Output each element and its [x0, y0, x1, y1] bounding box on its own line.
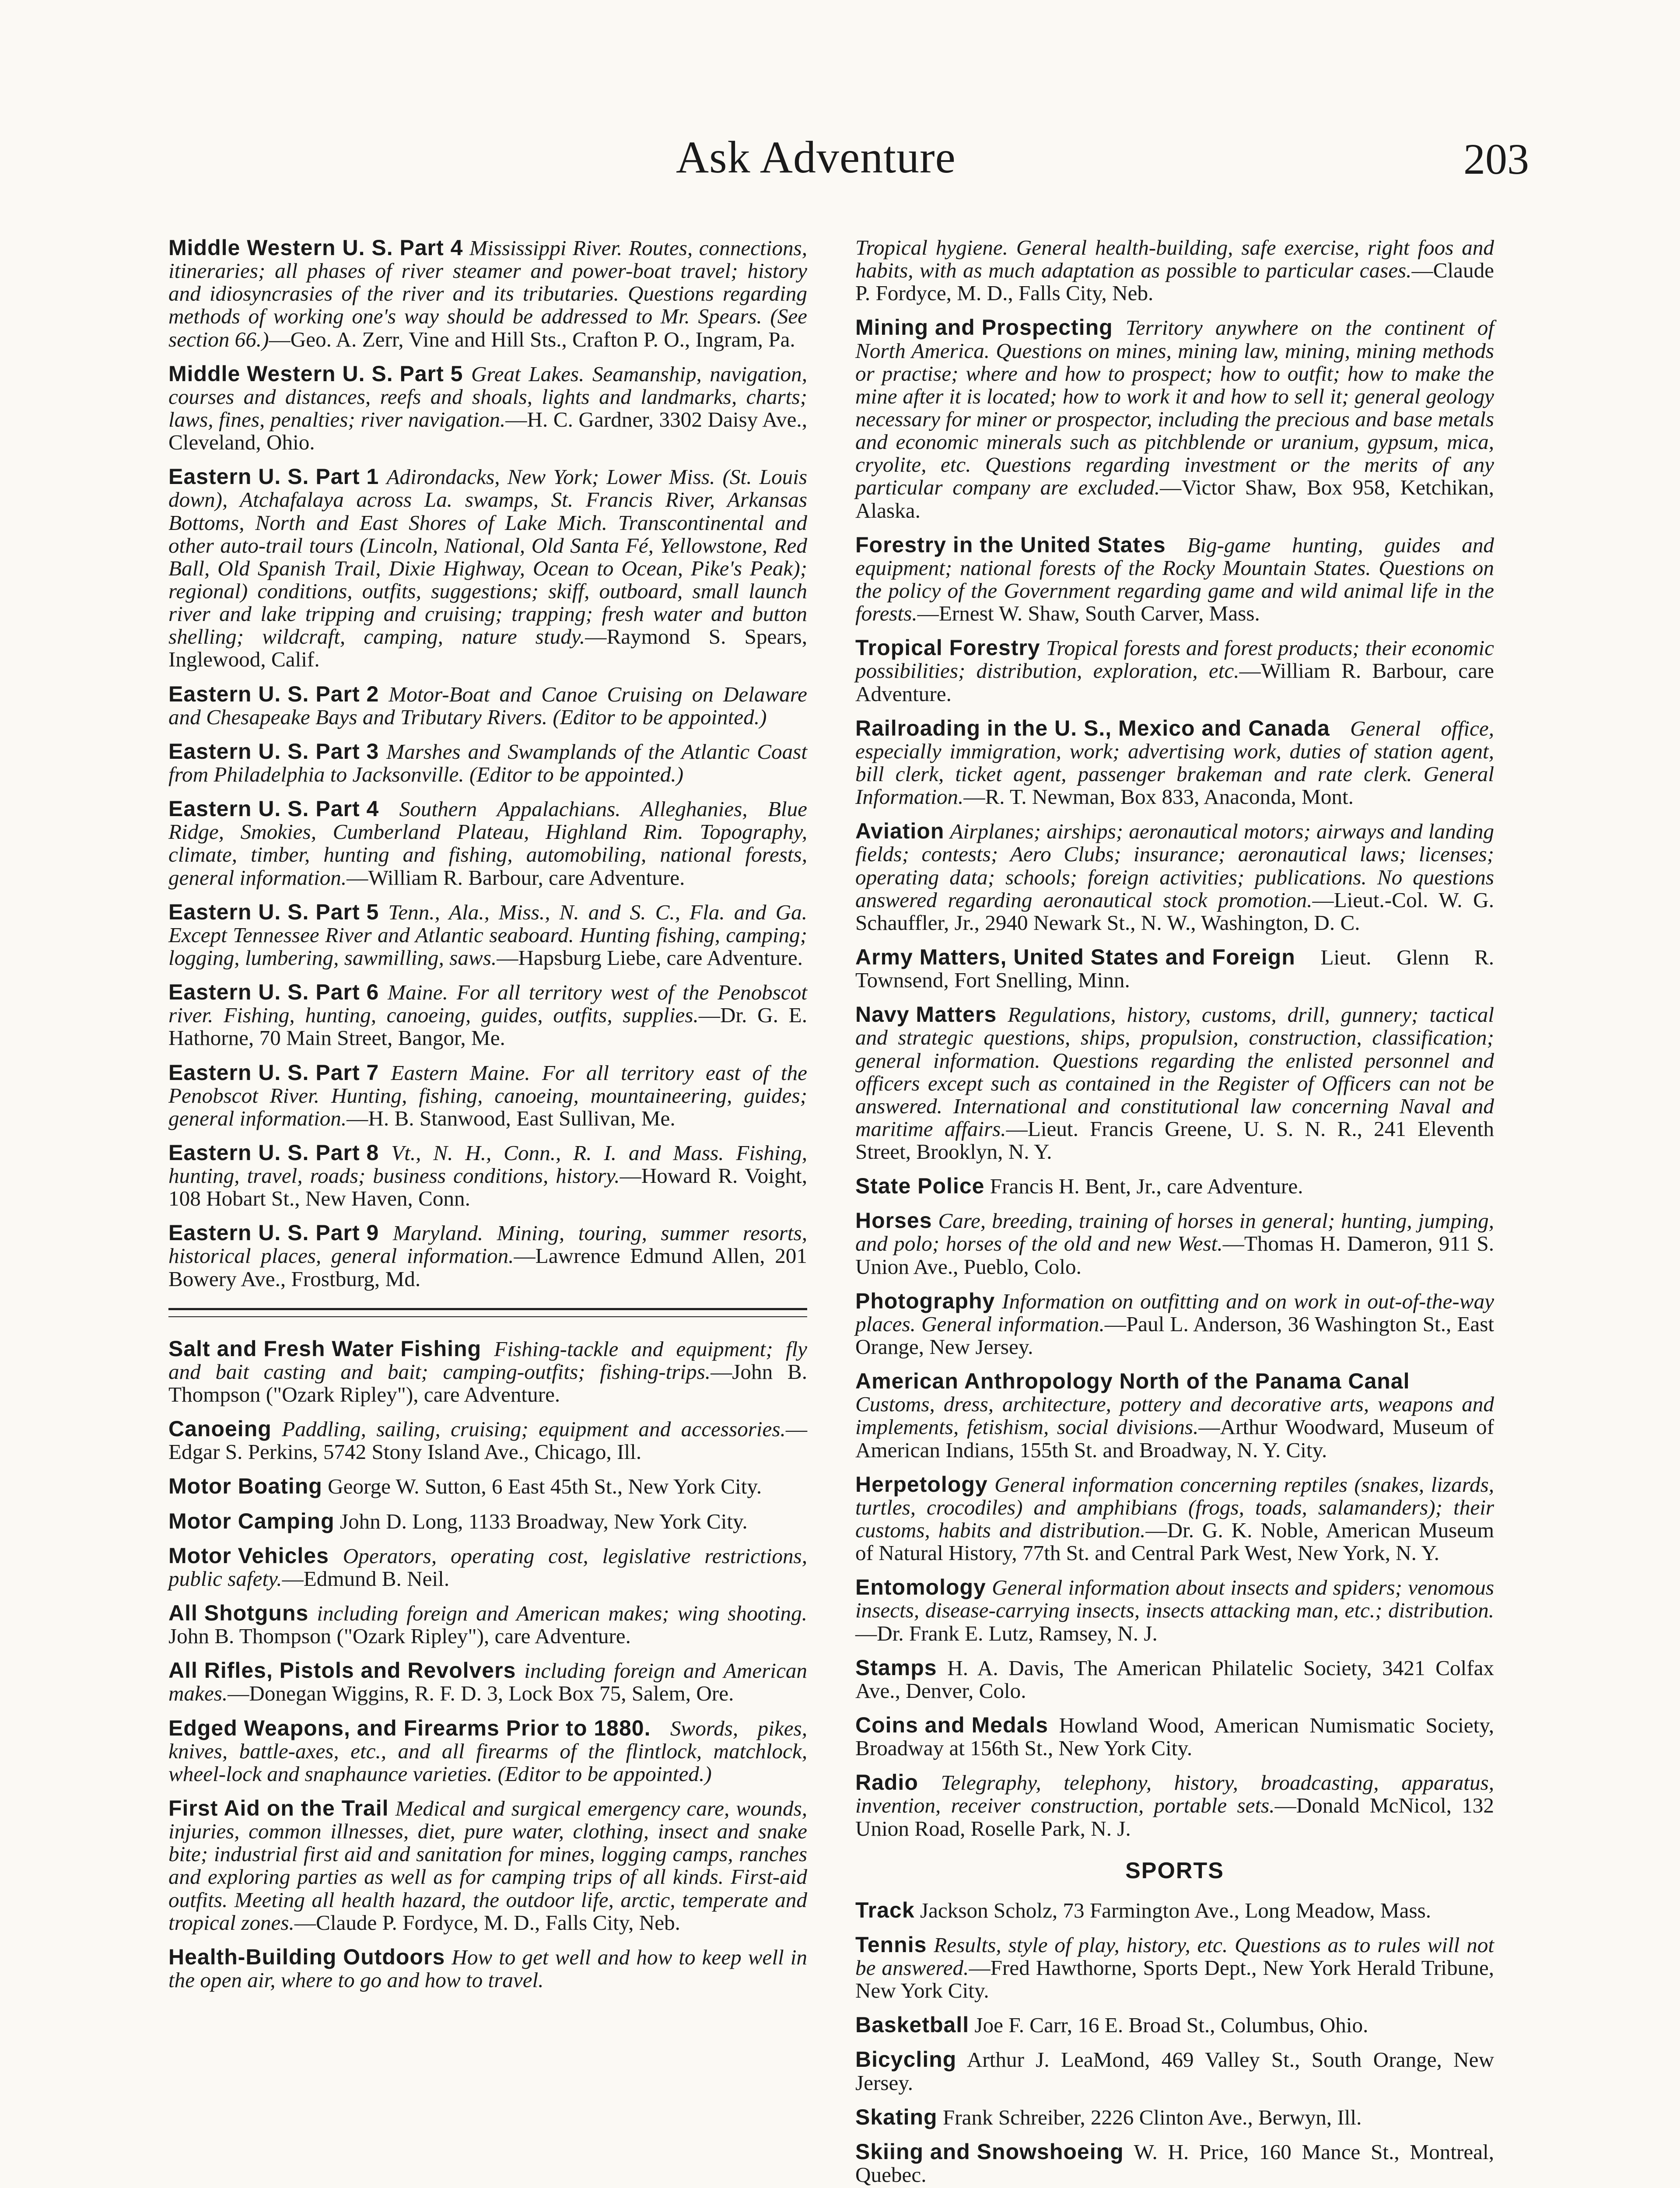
entry-heading: American Anthropology North of the Panama Canal — [855, 1369, 1410, 1394]
entry-description: Southern Appalachians. Alleghanies, Blue Ridge, Smokies, Cumberland Plateau, Highland Rim. Topography, climate, timber, hunting and fishing, automobiling, national forests, general information. — [168, 797, 808, 890]
entry-description: Medical and surgical emergency care, wounds, injuries, common illnesses, diet, pure water, clothing, insect and snake bite; industrial first aid and sanitation for mines, logging camps, ranches and exploring parties as well as for camping trips of all kinds. First-aid outfits. Meeting all health hazard, the outdoor life, arctic, temperate and tropical zones. — [168, 1796, 808, 1935]
entry-heading: Edged Weapons, and Firearms Prior to 1880. — [168, 1715, 651, 1740]
entry-contact: —Dr. G. E. Hathorne, 70 Main Street, Bangor, Me. — [168, 1003, 807, 1050]
directory-entry — [855, 1473, 1494, 1565]
entry-contact: —Thomas H. Dameron, 911 S. Union Ave., Pueblo, Colo. — [855, 1231, 1494, 1279]
directory-entry — [855, 2106, 1494, 2129]
left-column-upper-entries — [168, 236, 807, 1290]
directory-entry — [855, 2048, 1494, 2094]
entry-description: Eastern Maine. For all territory east of the Penobscot River. Hunting, fishing, canoeing, mountaineering, guides; general information. — [168, 1060, 807, 1130]
entry-heading: Motor Boating — [168, 1474, 322, 1499]
entry-contact: —John B. Thompson ("Ozark Ripley"), care Adventure. — [168, 1359, 807, 1407]
directory-entry — [168, 797, 807, 889]
directory-entry — [855, 636, 1494, 705]
entry-contact: —Geo. A. Zerr, Vine and Hill Sts., Crafton P. O., Ingram, Pa. — [269, 327, 795, 351]
entry-description: Maine. For all territory west of the Penobscot river. Fishing, hunting, canoeing, guides, outfits, supplies. — [168, 980, 807, 1027]
directory-entry — [855, 1933, 1494, 2002]
entry-heading: Railroading in the U. S., Mexico and Canada — [855, 715, 1330, 740]
entry-contact: —R. T. Newman, Box 833, Anaconda, Mont. — [963, 785, 1354, 809]
entry-description: including foreign and American makes; wing shooting. — [317, 1601, 808, 1626]
entry-heading: Eastern U. S. Part 9 — [168, 1220, 379, 1245]
entry-contact: —Claude P. Fordyce, M. D., Falls City, Neb. — [855, 258, 1494, 305]
entry-contact: —Arthur Woodward, Museum of American Indians, 155th St. and Broadway, N. Y. City. — [855, 1415, 1494, 1462]
directory-entry — [168, 1510, 807, 1533]
entry-description: General information concerning reptiles (snakes, lizards, turtles, crocodiles) and amphibians (frogs, toads, salamanders); their customs, habits and distribution. — [855, 1472, 1494, 1543]
entry-heading: Forestry in the United States — [855, 532, 1166, 557]
entry-contact: John B. Thompson ("Ozark Ripley"), care Adventure. — [168, 1624, 631, 1648]
entry-heading: All Rifles, Pistols and Revolvers — [168, 1658, 516, 1683]
entry-contact: —Claude P. Fordyce, M. D., Falls City, Neb. — [294, 1910, 680, 1935]
entry-contact: —Edgar S. Perkins, 5742 Stony Island Ave., Chicago, Ill. — [168, 1417, 808, 1464]
entry-contact: Lieut. Glenn R. Townsend, Fort Snelling, Minn. — [855, 945, 1494, 992]
directory-entry — [168, 901, 807, 969]
entry-contact: —H. B. Stanwood, East Sullivan, Me. — [346, 1106, 676, 1130]
entry-heading: Eastern U. S. Part 3 — [168, 739, 379, 764]
entry-contact: —Dr. Frank E. Lutz, Ramsey, N. J. — [855, 1621, 1158, 1645]
entry-description: Adirondacks, New York; Lower Miss. (St. Louis down), Atchafalaya across La. swamps, St. Francis River, Arkansas Bottoms, North and East Shores of Lake Mich. Transcontinental and other auto-trail tours (Lincoln, National, Old Santa Fé, Yellowstone, Red Ball, Old Spanish Trail, Dixie Highway, Ocean to Ocean, Pike's Peak); regional) conditions, outfits, suggestions; skiff, outboard, small launch river and lake tripping and cruising; trapping; fresh water and button shelling; wildcraft, camping, nature study. — [168, 465, 808, 649]
entry-heading: Entomology — [855, 1575, 986, 1600]
directory-entry — [855, 1899, 1494, 1922]
entry-heading: Navy Matters — [855, 1002, 997, 1027]
left-column — [168, 236, 807, 2003]
directory-entry — [855, 533, 1494, 625]
entry-description: Vt., N. H., Conn., R. I. and Mass. Fishing, hunting, travel, roads; business conditions, history. — [168, 1140, 807, 1188]
entry-description: Regulations, history, customs, drill, gunnery; tactical and strategic questions, ships, propulsion, construction, classification; general information. Questions regarding the enlisted personnel and officers except such as contained in the Register of Officers can not be answered. International and constitutional law concerning Naval and maritime affairs. — [855, 1003, 1494, 1141]
entry-contact: —Lieut.-Col. W. G. Schauffler, Jr., 2940 Newark St., N. W., Washington, D. C. — [855, 887, 1494, 935]
entry-contact: —Paul L. Anderson, 36 Washington St., East Orange, New Jersey. — [855, 1311, 1494, 1359]
directory-entry — [168, 1475, 807, 1498]
directory-entry — [855, 316, 1494, 522]
entry-description: Territory anywhere on the continent of North America. Questions on mines, mining law, mining, mining methods or practise; where and how to prospect; how to outfit; how to make the mine after it is located; how to work it and how to sell it; general geology necessary for miner or prospector, including the precious and base metals and economic minerals such as pitchblende or uranium, gypsum, mica, cryolite, etc. Questions regarding investment or the merits of any particular company are excluded. — [855, 316, 1494, 500]
entry-heading: Eastern U. S. Part 6 — [168, 980, 379, 1005]
page-title: Ask Adventure — [676, 132, 956, 182]
entry-description: Swords, pikes, knives, battle-axes, etc., and all firearms of the flintlock, matchlock, wheel-lock and snaphaunce varieties. (Editor to be appointed.) — [168, 1716, 807, 1786]
entry-contact: —Lieut. Francis Greene, U. S. N. R., 241 Eleventh Street, Brooklyn, N. Y. — [855, 1116, 1494, 1164]
page-header — [0, 131, 1680, 201]
entry-heading: Tropical Forestry — [855, 635, 1040, 660]
right-column — [855, 236, 1494, 2188]
directory-entry — [855, 820, 1494, 934]
entry-contact: —Lawrence Edmund Allen, 201 Bowery Ave., Frostburg, Md. — [168, 1244, 807, 1291]
entry-heading: Salt and Fresh Water Fishing — [168, 1336, 482, 1361]
directory-entry — [855, 946, 1494, 992]
entry-description: Customs, dress, architecture, pottery and decorative arts, weapons and implements, fetishism, social divisions. — [855, 1392, 1494, 1439]
entry-description: Motor-Boat and Canoe Cruising on Delaware and Chesapeake Bays and Tributary Rivers. (Editor to be appointed.) — [168, 682, 807, 729]
entry-description: How to get well and how to keep well in the open air, where to go and how to travel. — [168, 1945, 807, 1992]
entry-heading: Middle Western U. S. Part 5 — [168, 361, 463, 386]
entry-contact: —Victor Shaw, Box 958, Ketchikan, Alaska. — [855, 475, 1494, 522]
entry-description: Great Lakes. Seamanship, navigation, courses and distances, reefs and shoals, lights and landmarks, charts; laws, fines, penalties; river navigation. — [168, 361, 807, 431]
entry-heading: Eastern U. S. Part 2 — [168, 681, 379, 706]
entry-contact: —Donegan Wiggins, R. F. D. 3, Lock Box 75, Salem, Ore. — [228, 1681, 734, 1706]
entry-heading: Health-Building Outdoors — [168, 1944, 445, 1969]
directory-entry — [168, 236, 807, 351]
entry-description: Operators, operating cost, legislative restrictions, public safety. — [168, 1543, 807, 1591]
directory-entry — [855, 1290, 1494, 1358]
entry-contact: —Fred Hawthorne, Sports Dept., New York Herald Tribune, New York City. — [855, 1956, 1494, 2003]
entry-description: General office, especially immigration, work; advertising work, duties of station agent, bill clerk, ticket agent, passenger brakeman and rate clerk. General Information. — [855, 716, 1494, 809]
directory-entry — [855, 1370, 1494, 1462]
directory-entry — [168, 1337, 807, 1406]
directory-entry — [855, 1003, 1494, 1163]
directory-entry — [855, 1175, 1494, 1198]
directory-entry — [168, 1602, 807, 1648]
entry-heading: Eastern U. S. Part 1 — [168, 464, 379, 489]
entry-description: Paddling, sailing, cruising; equipment and accessories. — [282, 1417, 786, 1441]
entry-heading: Army Matters, United States and Foreign — [855, 944, 1295, 969]
entry-contact: H. A. Davis, The American Philatelic Society, 3421 Colfax Ave., Denver, Colo. — [855, 1655, 1494, 1703]
directory-entry — [855, 236, 1494, 305]
directory-entry — [168, 1417, 807, 1463]
left-column-lower-entries — [168, 1337, 807, 1992]
entry-description: Mississippi River. Routes, connections, itineraries; all phases of river steamer and power-boat travel; history and idiosyncrasies of the river and its tributaries. Questions regarding methods of working one's way should be addressed to Mr. Spears. (See section 66.) — [168, 236, 807, 351]
entry-contact: —Ernest W. Shaw, South Carver, Mass. — [917, 601, 1260, 626]
entry-description: Tropical forests and forest products; their economic possibilities; distribution, exploration, etc. — [855, 636, 1494, 683]
directory-entry — [855, 1656, 1494, 1702]
sports-heading: SPORTS — [1125, 1858, 1224, 1883]
entry-description: Results, style of play, history, etc. Questions as to rules will not be answered. — [855, 1932, 1494, 1980]
entry-contact: Francis H. Bent, Jr., care Adventure. — [990, 1174, 1303, 1199]
entry-contact: Joe F. Carr, 16 E. Broad St., Columbus, Ohio. — [974, 2013, 1368, 2037]
entry-description: Maryland. Mining, touring, summer resorts, historical places, general information. — [168, 1221, 808, 1268]
sports-entries — [855, 1899, 1494, 2186]
directory-entry — [855, 1576, 1494, 1645]
entry-heading: Coins and Medals — [855, 1713, 1049, 1738]
entry-contact: Frank Schreiber, 2226 Clinton Ave., Berwyn, Ill. — [942, 2105, 1362, 2129]
entry-heading: Radio — [855, 1770, 918, 1795]
entry-description: General information about insects and spiders; venomous insects, disease-carrying insects, insects attacking man, etc.; distribution. — [855, 1575, 1494, 1623]
entry-heading: Bicycling — [855, 2047, 957, 2072]
entry-heading: Motor Vehicles — [168, 1543, 329, 1568]
entry-heading: Skating — [855, 2104, 938, 2129]
directory-entry — [168, 740, 807, 786]
directory-entry — [168, 465, 807, 671]
directory-entry — [168, 683, 807, 729]
entry-description: Marshes and Swamplands of the Atlantic Coast from Philadelphia to Jacksonville. (Editor to be appointed.) — [168, 739, 807, 786]
entry-heading: Eastern U. S. Part 7 — [168, 1060, 379, 1085]
entry-description: Information on outfitting and on work in out-of-the-way places. General information. — [855, 1289, 1494, 1336]
directory-entry — [168, 1061, 807, 1130]
entry-heading: Middle Western U. S. Part 4 — [168, 235, 463, 260]
entry-heading: Tennis — [855, 1932, 927, 1957]
entry-heading: State Police — [855, 1174, 985, 1199]
entry-contact: —Howard R. Voight, 108 Hobart St., New Haven, Conn. — [168, 1164, 807, 1211]
entry-heading: Canoeing — [168, 1417, 272, 1441]
entry-description: Care, breeding, training of horses in general; hunting, jumping, and polo; horses of the old and new West. — [855, 1209, 1494, 1256]
directory-entry — [168, 1544, 807, 1590]
directory-entry — [168, 1946, 807, 1992]
directory-entry — [168, 1141, 807, 1210]
entry-contact: —H. C. Gardner, 3302 Daisy Ave., Cleveland, Ohio. — [168, 407, 808, 455]
entry-heading: Horses — [855, 1208, 932, 1233]
entry-heading: Photography — [855, 1288, 995, 1313]
directory-entry — [855, 2013, 1494, 2037]
entry-description: Tenn., Ala., Miss., N. and S. C., Fla. and Ga. Except Tennessee River and Atlantic seaboard. Hunting fishing, camping; logging, lumbering, sawmilling, saws. — [168, 900, 808, 970]
entry-contact: Howland Wood, American Numismatic Society, Broadway at 156th St., New York City. — [855, 1713, 1494, 1760]
page-number: 203 — [1463, 135, 1529, 183]
entry-heading: Eastern U. S. Part 8 — [168, 1140, 379, 1165]
entry-description: including foreign and American makes. — [168, 1659, 807, 1706]
entry-contact: John D. Long, 1133 Broadway, New York City. — [340, 1509, 748, 1533]
entry-heading: Aviation — [855, 819, 945, 844]
directory-entry — [855, 1714, 1494, 1760]
entry-heading: All Shotguns — [168, 1601, 309, 1626]
directory-entry — [855, 1209, 1494, 1278]
entry-contact: —Hapsburg Liebe, care Adventure. — [497, 945, 803, 970]
directory-entry — [168, 362, 807, 454]
entry-heading: Herpetology — [855, 1472, 988, 1497]
entry-contact: George W. Sutton, 6 East 45th St., New York City. — [328, 1474, 762, 1499]
entry-contact: Arthur J. LeaMond, 469 Valley St., South Orange, New Jersey. — [855, 2048, 1494, 2095]
section-divider — [168, 1308, 807, 1317]
directory-entry — [168, 1717, 807, 1785]
directory-entry — [855, 1771, 1494, 1840]
directory-entry — [168, 1659, 807, 1705]
entry-heading: Eastern U. S. Part 4 — [168, 796, 379, 821]
entry-description: Airplanes; airships; aeronautical motors; airways and landing fields; contests; Aero Clubs; insurance; aeronautical laws; licenses; operating data; schools; foreign activities; publications. No questions answered regarding aeronautical stock promotion. — [855, 819, 1494, 912]
entry-heading: Mining and Prospecting — [855, 315, 1113, 340]
entry-contact: —Edmund B. Neil. — [282, 1566, 450, 1591]
entry-description: Telegraphy, telephony, history, broadcasting, apparatus, invention, receiver construction, portable sets. — [855, 1771, 1494, 1818]
entry-description: Tropical hygiene. General health-building, safe exercise, right foos and habits, with as much adaptation as possible to particular cases. — [855, 235, 1494, 283]
entry-contact: —William R. Barbour, care Adventure. — [346, 865, 685, 890]
right-column-entries — [855, 236, 1494, 1840]
entry-heading: First Aid on the Trail — [168, 1796, 389, 1821]
entry-contact: —Raymond S. Spears, Inglewood, Calif. — [168, 624, 807, 672]
entry-contact: —Donald McNicol, 132 Union Road, Roselle Park, N. J. — [855, 1793, 1494, 1841]
entry-heading: Stamps — [855, 1655, 937, 1680]
directory-entry — [168, 1221, 807, 1290]
entry-contact: W. H. Price, 160 Mance St., Montreal, Quebec. — [855, 2139, 1494, 2187]
entry-heading: Motor Camping — [168, 1508, 335, 1533]
entry-heading: Skiing and Snowshoeing — [855, 2139, 1124, 2164]
directory-entry — [855, 717, 1494, 809]
directory-entry — [855, 2140, 1494, 2186]
entry-contact: —William R. Barbour, care Adventure. — [855, 659, 1494, 706]
directory-entry — [168, 981, 807, 1049]
entry-description: Fishing-tackle and equipment; fly and bait casting and bait; camping-outfits; fishing-trips. — [168, 1336, 807, 1384]
entry-contact: Jackson Scholz, 73 Farmington Ave., Long Meadow, Mass. — [920, 1898, 1432, 1922]
entry-contact: —Dr. G. K. Noble, American Museum of Natural History, 77th St. and Central Park West, New York, N. Y. — [855, 1518, 1494, 1565]
entry-heading: Track — [855, 1897, 915, 1922]
entry-heading: Eastern U. S. Part 5 — [168, 899, 379, 924]
directory-entry — [168, 1797, 807, 1934]
entry-description: Big-game hunting, guides and equipment; national forests of the Rocky Mountain States. Questions on the policy of the Government regarding game and wild animal life in the forests. — [855, 533, 1494, 626]
entry-heading: Basketball — [855, 2013, 970, 2037]
